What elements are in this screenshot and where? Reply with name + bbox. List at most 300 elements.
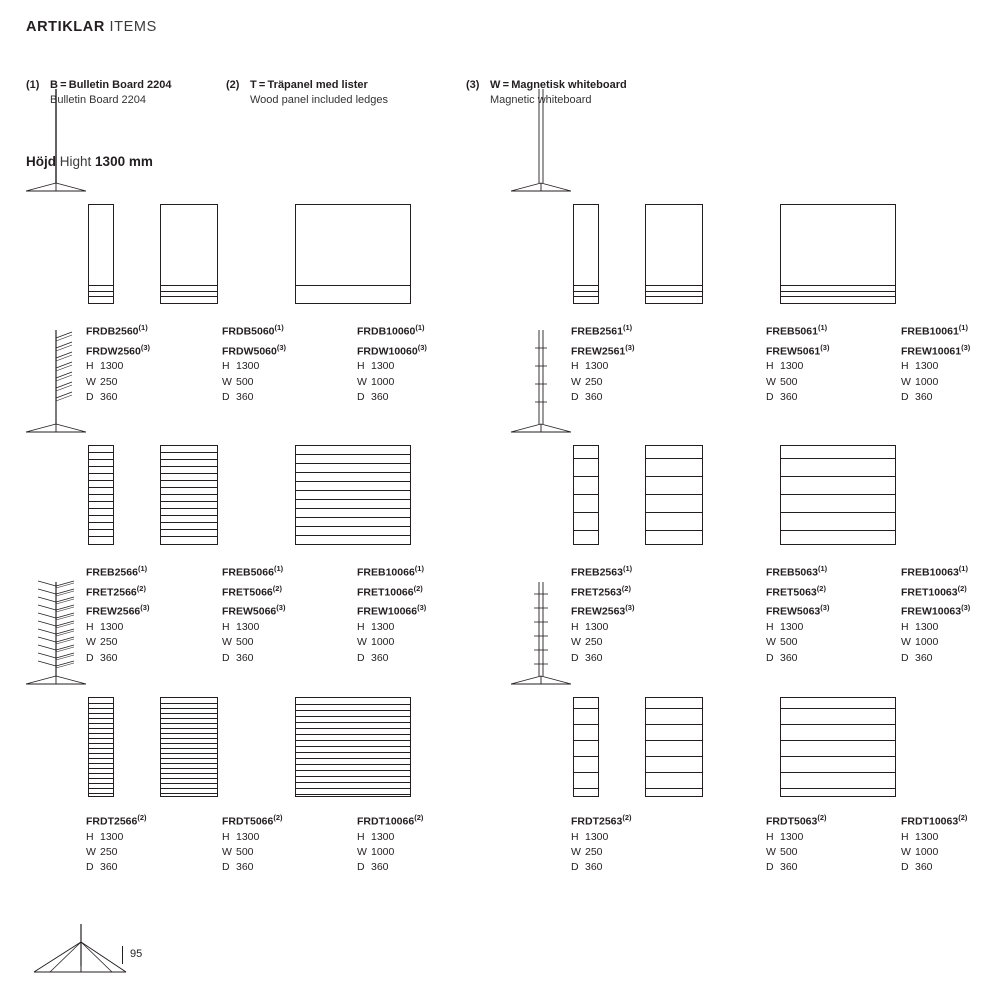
product-code-footnote: (3) [276,342,287,352]
product-code-footnote: (2) [414,813,424,822]
product-dim-w [357,635,426,650]
board-line [89,522,113,523]
board-line [781,708,895,709]
board-line [296,472,410,473]
stand-icon [20,328,92,443]
scale-tick [122,946,123,964]
product-code-text: FREB2566 [86,566,138,579]
product-code-text: FREW2563 [571,605,626,618]
dim-value-d: 360 [585,651,603,664]
product-code [766,320,829,340]
board-panel [780,445,896,545]
product-code-footnote: (2) [958,813,968,822]
board-line [161,285,217,286]
dim-value-h: 1300 [915,830,939,843]
board-line [646,512,702,513]
height-heading-en: Hight [59,154,92,169]
board-line [646,756,702,757]
product-label [901,810,967,875]
product-code [357,561,426,581]
board-line [574,788,598,789]
product-dim-h [86,620,149,635]
dim-key-h: H [571,830,579,843]
product-dim-d [766,860,827,875]
product-dim-h [766,359,829,374]
legend-item-number: (1) [26,79,40,91]
board-line [574,708,598,709]
board-panel [295,697,411,797]
board-line [646,740,702,741]
scale-note [26,922,186,978]
dim-key-w: W [766,375,776,388]
product-code [571,810,632,830]
product-code-text: FREW10066 [357,605,418,618]
product-code-text: FREW2566 [86,605,141,618]
product-label [222,320,286,405]
dim-value-h: 1300 [780,621,804,634]
dim-key-w: W [222,636,232,649]
legend-item-line1: T = Träpanel med lister [250,79,368,91]
dim-key-d: D [766,651,774,664]
board-line [161,494,217,495]
dim-key-w: W [901,636,911,649]
board-line [161,743,217,744]
board-line [89,713,113,714]
board-line [161,480,217,481]
board-line [89,763,113,764]
product-code-text: FREB10061 [901,325,959,338]
product-code-text: FREW5061 [766,345,821,358]
board-line [646,708,702,709]
board-line [646,291,702,292]
product-label [901,320,970,405]
product-dim-h [86,830,147,845]
product-code [571,340,634,360]
product-code [222,600,285,620]
board-line [574,476,598,477]
board-line [781,296,895,297]
product-code-text: FREW2561 [571,345,626,358]
dim-key-d: D [901,390,909,403]
legend-item-line1: B = Bulletin Board 2204 [50,79,172,91]
board-line [574,740,598,741]
board-panel [573,204,599,304]
product-code-text: FRET10066 [357,586,414,599]
product-code [86,581,149,601]
product-code [222,340,286,360]
board-line [161,473,217,474]
dim-value-d: 360 [236,861,254,874]
board-line [296,782,410,783]
dim-value-d: 360 [915,390,933,403]
dim-value-w: 500 [236,636,254,649]
product-dim-d [357,651,426,666]
dim-value-w: 250 [585,375,603,388]
product-code-footnote: (2) [413,583,423,593]
product-dim-h [766,620,829,635]
dim-value-h: 1300 [780,360,804,373]
board-line [161,529,217,530]
dim-value-d: 360 [780,861,798,874]
product-code [571,581,634,601]
board-panel [573,445,599,545]
product-label [222,561,285,666]
product-code-footnote: (2) [622,813,632,822]
board-line [89,494,113,495]
dim-key-h: H [901,360,909,373]
board-line [89,703,113,704]
dim-key-d: D [357,651,365,664]
product-code-text: FRDT10063 [901,815,959,828]
product-code-text: FRDT10066 [357,815,415,828]
board-line [296,704,410,705]
product-code-footnote: (3) [140,603,150,613]
board-line [296,508,410,509]
stand-base-icon [26,922,136,978]
board-line [781,476,895,477]
product-code [86,810,147,830]
board-line [161,522,217,523]
board-line [89,783,113,784]
product-label [357,320,427,405]
board-line [646,724,702,725]
legend-item-line2: Magnetic whiteboard [490,94,592,106]
board-line [296,740,410,741]
dim-key-w: W [222,375,232,388]
board-line [89,459,113,460]
board-line [89,743,113,744]
dim-key-d: D [571,390,579,403]
board-line [296,499,410,500]
dim-key-w: W [766,636,776,649]
board-line [574,458,598,459]
dim-value-h: 1300 [100,830,124,843]
product-code-footnote: (1) [138,323,148,332]
product-dim-w [357,375,427,390]
board-line [296,722,410,723]
product-code-text: FRDT2563 [571,815,623,828]
product-dim-w [766,845,827,860]
product-code-footnote: (1) [958,323,968,332]
product-code-footnote: (1) [414,564,424,573]
product-dim-w [222,845,283,860]
product-label [357,810,423,875]
product-code-footnote: (3) [961,342,971,352]
dim-key-d: D [571,861,579,874]
board-line [161,778,217,779]
dim-value-d: 360 [915,651,933,664]
board-line [161,501,217,502]
product-dim-d [766,651,829,666]
dim-key-w: W [901,375,911,388]
dim-key-d: D [222,861,230,874]
dim-value-h: 1300 [236,360,260,373]
dim-key-h: H [901,621,909,634]
board-line [89,466,113,467]
dim-key-d: D [357,390,365,403]
product-code-text: FREB5066 [222,566,274,579]
board-line [296,517,410,518]
board-line [89,733,113,734]
board-line [574,285,598,286]
product-code-footnote: (2) [957,583,967,593]
dim-key-d: D [766,390,774,403]
board-line [296,788,410,789]
product-dim-w [222,375,286,390]
board-line [296,752,410,753]
board-panel [645,445,703,545]
board-line [161,291,217,292]
dim-value-h: 1300 [371,621,395,634]
dim-value-w: 500 [780,636,798,649]
board-line [574,296,598,297]
product-code-text: FREB10063 [901,566,959,579]
height-heading-value: 1300 mm [95,154,153,169]
board-line [574,724,598,725]
board-line [89,487,113,488]
board-line [89,508,113,509]
dim-key-h: H [357,360,365,373]
board-line [574,530,598,531]
board-line [89,452,113,453]
product-code-text: FREW10063 [901,605,962,618]
dim-value-h: 1300 [236,621,260,634]
board-line [781,530,895,531]
dim-key-h: H [222,621,230,634]
dim-value-d: 360 [585,861,603,874]
board-line [296,535,410,536]
product-dim-d [901,390,970,405]
product-dim-h [571,620,634,635]
dim-value-w: 1000 [371,636,395,649]
product-dim-w [222,635,285,650]
dim-key-h: H [766,360,774,373]
product-code [901,600,970,620]
product-dim-h [901,359,970,374]
product-dim-w [901,845,967,860]
dim-key-w: W [222,845,232,858]
product-dim-w [571,845,632,860]
dim-value-w: 1000 [371,375,395,388]
product-code-text: FRET2563 [571,586,622,599]
product-dim-h [357,620,426,635]
board-panel [160,697,218,797]
product-label [86,561,149,666]
product-dim-h [901,620,970,635]
product-dim-d [571,651,634,666]
board-line [161,452,217,453]
board-line [89,753,113,754]
dim-value-w: 250 [100,375,118,388]
product-code-footnote: (1) [274,323,284,332]
product-dim-h [766,830,827,845]
product-code-footnote: (1) [415,323,425,332]
product-code [86,340,150,360]
dim-value-h: 1300 [915,621,939,634]
product-code [766,600,829,620]
product-code-footnote: (1) [817,564,828,573]
product-code [901,581,970,601]
product-code-text: FREB5061 [766,325,818,338]
dim-value-w: 250 [585,845,603,858]
dim-key-w: W [901,845,911,858]
dim-key-h: H [766,621,774,634]
board-panel [295,445,411,545]
dim-value-w: 250 [100,845,118,858]
product-code-text: FRDB10060 [357,325,416,338]
dim-key-w: W [86,636,96,649]
product-dim-h [357,359,427,374]
board-line [646,530,702,531]
dim-value-h: 1300 [371,360,395,373]
product-dim-h [571,359,634,374]
board-line [161,768,217,769]
board-line [89,793,113,794]
board-panel [780,204,896,304]
product-code-text: FRDT5063 [766,815,818,828]
board-line [161,763,217,764]
board-line [574,494,598,495]
product-code-footnote: (3) [276,603,286,613]
product-dim-w [766,635,829,650]
board-line [89,778,113,779]
board-line [646,296,702,297]
board-line [161,713,217,714]
dim-value-w: 1000 [371,845,395,858]
product-code-text: FRET10063 [901,586,958,599]
board-line [89,501,113,502]
product-code-footnote: (1) [137,564,148,573]
board-line [646,285,702,286]
board-panel [160,204,218,304]
dim-key-d: D [86,390,94,403]
dim-key-d: D [86,861,94,874]
board-panel [160,445,218,545]
product-label [901,561,970,666]
board-line [161,793,217,794]
board-line [161,718,217,719]
board-line [574,291,598,292]
board-line [161,773,217,774]
dim-value-h: 1300 [585,621,609,634]
product-code-text: FRDT2566 [86,815,138,828]
product-code [571,320,634,340]
dim-key-d: D [357,861,365,874]
product-code-footnote: (2) [816,583,826,593]
height-heading-sv: Höjd [26,154,56,169]
product-code [766,561,829,581]
board-line [296,728,410,729]
dim-key-h: H [571,621,579,634]
board-panel [645,204,703,304]
dim-value-w: 1000 [915,375,939,388]
product-code-text: FREB10066 [357,566,415,579]
board-line [296,710,410,711]
board-line [161,487,217,488]
board-line [296,716,410,717]
dim-key-w: W [357,636,367,649]
board-line [161,733,217,734]
product-label [357,561,426,666]
product-code-footnote: (1) [958,564,968,573]
dim-key-d: D [222,390,230,403]
product-dim-w [571,375,634,390]
dim-value-d: 360 [236,390,254,403]
board-line [89,529,113,530]
product-label [766,561,829,666]
product-dim-d [357,390,427,405]
board-line [781,772,895,773]
board-line [574,772,598,773]
dim-value-w: 500 [780,845,798,858]
product-code-text: FREB2561 [571,325,623,338]
board-panel [88,204,114,304]
product-code-footnote: (3) [417,603,427,613]
board-line [296,463,410,464]
dim-key-w: W [571,845,581,858]
stand-icon [20,580,92,695]
board-line [296,734,410,735]
product-label [571,320,634,405]
product-code-text: FREB5063 [766,566,818,579]
product-label [571,810,632,875]
product-code [357,320,427,340]
product-dim-h [901,830,967,845]
dim-key-w: W [86,375,96,388]
scale-value: 95 [130,948,143,960]
board-panel [88,445,114,545]
stand-icon [505,87,577,202]
board-line [646,772,702,773]
board-line [781,756,895,757]
dim-key-d: D [86,651,94,664]
board-line [161,783,217,784]
product-code-footnote: (3) [961,603,971,613]
dim-value-d: 360 [780,390,798,403]
dim-key-w: W [571,375,581,388]
dim-value-d: 360 [585,390,603,403]
page-title-bold: ARTIKLAR [26,19,105,35]
dim-value-d: 360 [780,651,798,664]
product-code [357,581,426,601]
product-code-footnote: (3) [140,342,151,352]
dim-value-h: 1300 [915,360,939,373]
product-dim-w [86,375,150,390]
dim-key-d: D [571,651,579,664]
board-line [781,788,895,789]
board-line [89,473,113,474]
board-line [296,526,410,527]
board-line [161,723,217,724]
dim-value-w: 500 [236,375,254,388]
product-code [766,581,829,601]
product-dim-d [86,651,149,666]
legend-item-line2: Wood panel included ledges [250,94,389,106]
product-code-footnote: (2) [272,583,282,593]
product-code [86,320,150,340]
board-line [574,756,598,757]
product-code-footnote: (3) [625,603,635,613]
product-dim-w [901,375,970,390]
board-line [89,768,113,769]
product-code-footnote: (2) [273,813,283,822]
product-code-footnote: (3) [820,342,830,352]
dim-key-w: W [357,845,367,858]
product-dim-d [222,651,285,666]
dim-value-d: 360 [371,861,389,874]
dim-value-d: 360 [371,651,389,664]
dim-value-h: 1300 [585,830,609,843]
